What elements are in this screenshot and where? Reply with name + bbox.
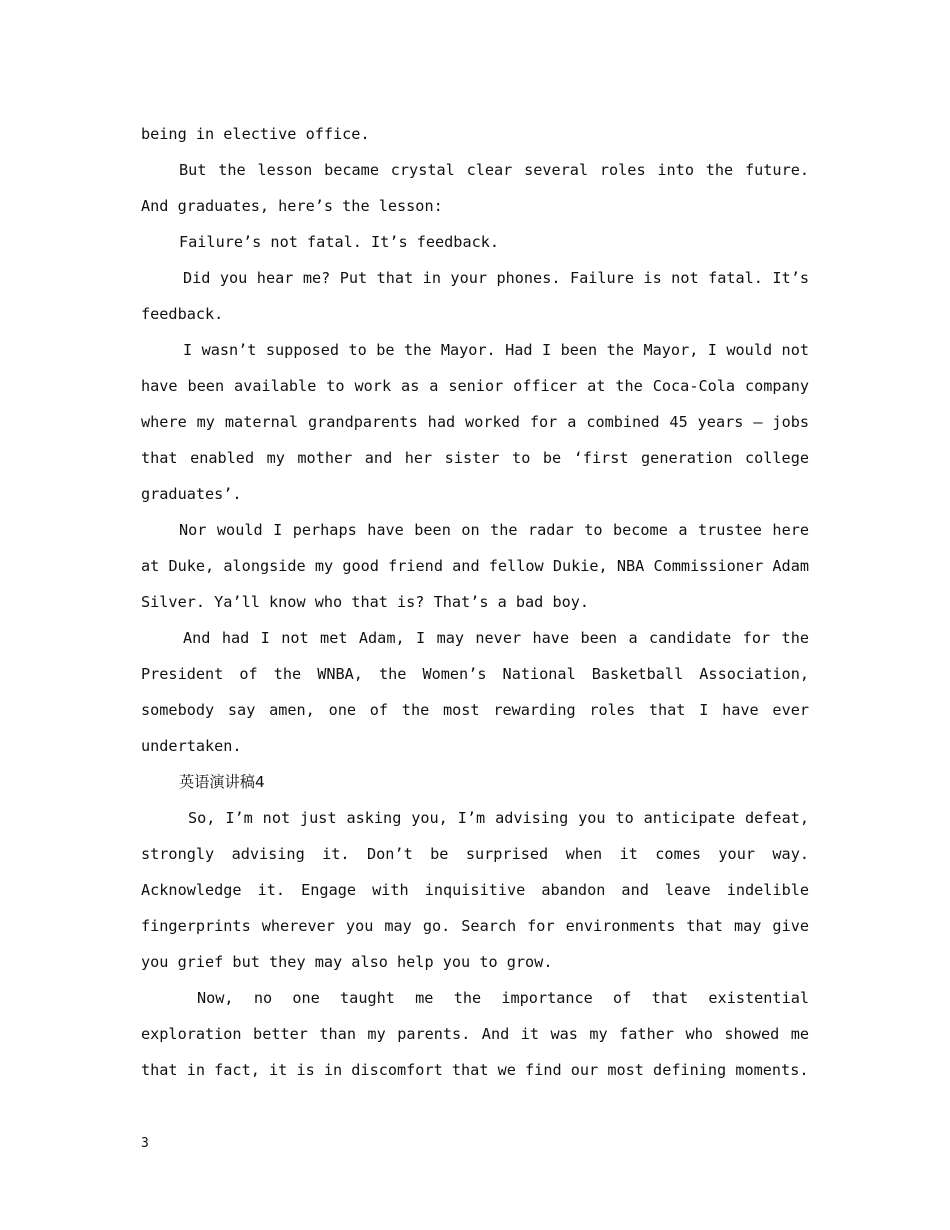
page-number: 3: [141, 1136, 149, 1151]
paragraph: Nor would I perhaps have been on the radar to become a trustee here at Duke, alongside my good friend and fellow Dukie, NBA Commissioner Adam Silver. Ya’ll know who that is? That’s a bad boy.: [141, 521, 809, 611]
paragraph: So, I’m not just asking you, I’m advising you to anticipate defeat, strongly advising it. Don’t be surprised when it comes your way. Acknowledge it. Engage with inquisitive abandon and leave indelible fingerprints wherever you may go. Search for environments that may give you grief but they may also help you to grow.: [141, 809, 809, 971]
paragraph: Failure’s not fatal. It’s feedback.: [179, 233, 500, 251]
paragraph: Now, no one taught me the importance of that existential exploration better than my parents. And it was my father who showed me that in fact, it is in discomfort that we find our most defining moments.: [141, 989, 809, 1079]
paragraph: But the lesson became crystal clear several roles into the future. And graduates, here’s the lesson:: [141, 161, 809, 215]
paragraph: And had I not met Adam, I may never have been a candidate for the President of the WNBA, the Women’s National Basketball Association, somebody say amen, one of the most rewarding roles that I have ever undertaken.: [141, 629, 809, 755]
paragraph: being in elective office.: [141, 125, 370, 143]
body-text: [141, 116, 809, 1088]
paragraph: I wasn’t supposed to be the Mayor. Had I been the Mayor, I would not have been available to work as a senior officer at the Coca-Cola company where my maternal grandparents had worked for a combined 45 years – jobs that enabled my mother and her sister to be ‘first generation college graduates’.: [141, 341, 809, 503]
section-heading: 英语演讲稿4: [179, 773, 265, 791]
paragraph: Did you hear me? Put that in your phones. Failure is not fatal. It’s feedback.: [141, 269, 809, 323]
